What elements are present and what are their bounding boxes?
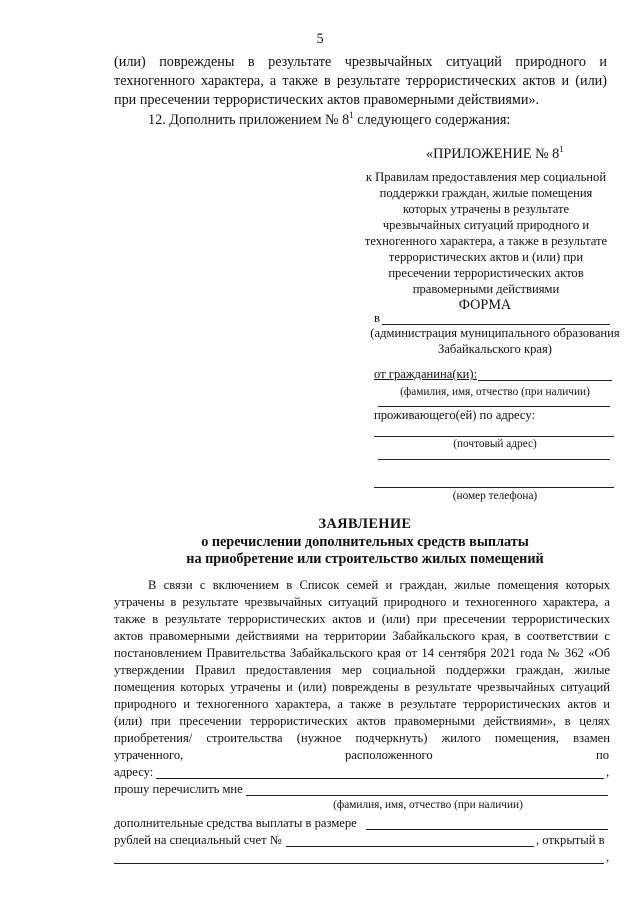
phone-field[interactable] bbox=[374, 473, 614, 488]
intro-line-2: техногенного характера, а также в результате террористических актов и (или) bbox=[114, 73, 607, 89]
appendix-title bbox=[426, 145, 564, 163]
account-label: рублей на специальный счет № bbox=[114, 833, 282, 847]
administration-caption-2: Забайкальского края) bbox=[438, 342, 552, 356]
appendix-title-sup: 1 bbox=[559, 144, 564, 154]
administration-caption-1: (администрация муниципального образования bbox=[370, 326, 620, 340]
last-line-end: , bbox=[606, 850, 610, 864]
body-line-8: природного и техногенного характера, а также в результате террористических актов и bbox=[114, 697, 610, 711]
page-number: 5 bbox=[316, 31, 324, 47]
body-line-9: (или) при пресечении террористических актов правомерными действиями», в целях bbox=[114, 714, 610, 728]
body-line-2: утрачены в результате чрезвычайных ситуаций природного и техногенного характера, а bbox=[114, 595, 610, 609]
recipient-name-caption: (фамилия, имя, отчество (при наличии) bbox=[333, 799, 523, 811]
statement-subtitle-2: на приобретение или строительство жилых помещений bbox=[186, 551, 544, 567]
intro-line-3: при пресечении террористических актов правомерными действиями». bbox=[114, 92, 540, 108]
bank-field[interactable] bbox=[114, 849, 604, 864]
appendix-subtitle-1: к Правилам предоставления мер социальной bbox=[365, 170, 607, 184]
account-number-field[interactable] bbox=[286, 832, 534, 847]
body-split-left: утраченного, bbox=[114, 748, 184, 762]
address-label: проживающего(ей) по адресу: bbox=[374, 408, 535, 422]
form-label: ФОРМА bbox=[458, 297, 512, 313]
appendix-subtitle-2: поддержки граждан, жилые помещения bbox=[379, 186, 593, 200]
body-line-6: утверждении Правил предоставления мер социальной поддержки граждан, жилые bbox=[114, 663, 610, 677]
body-line-3: также в результате террористических актов и (или) при пресечении террористических bbox=[114, 612, 610, 626]
account-tail: , открытый в bbox=[536, 833, 605, 847]
statement-subtitle-1: о перечислении дополнительных средств выплаты bbox=[201, 534, 529, 550]
lost-housing-address-field[interactable] bbox=[156, 764, 604, 779]
appendix-subtitle-7: пресечении террористических актов bbox=[388, 266, 584, 280]
citizen-name-field-2[interactable] bbox=[378, 392, 610, 407]
item-12-sup: 1 bbox=[349, 110, 354, 120]
body-line-7: помещения которых утрачены и (или) повреждены в результате чрезвычайных ситуаций bbox=[114, 680, 610, 694]
appendix-title-text: «ПРИЛОЖЕНИЕ № 8 bbox=[426, 146, 560, 162]
body-line-1: В связи с включением в Список семей и граждан, жилые помещения которых bbox=[148, 578, 610, 592]
phone-caption: (номер телефона) bbox=[452, 490, 538, 502]
recipient-name-field[interactable] bbox=[246, 781, 608, 796]
intro-line-1: (или) повреждены в результате чрезвычайных ситуаций природного и bbox=[114, 54, 607, 70]
citizen-name-field[interactable] bbox=[478, 366, 612, 381]
postal-address-field[interactable] bbox=[374, 422, 614, 437]
amount-field[interactable] bbox=[366, 815, 608, 830]
appendix-subtitle-8: правомерными действиями bbox=[412, 282, 560, 296]
appendix-subtitle-6: террористических актов и (или) при bbox=[388, 250, 584, 264]
postal-address-caption: (почтовый адрес) bbox=[453, 438, 537, 450]
administration-field[interactable] bbox=[382, 310, 610, 325]
item-12 bbox=[148, 111, 510, 129]
address-field-2[interactable] bbox=[378, 445, 610, 460]
body-line-4: актов правомерными действиями на территории Забайкальского края, в соответствии с bbox=[114, 629, 610, 643]
item-12-tail: следующего содержания: bbox=[353, 112, 511, 128]
transfer-label: прошу перечислить мне bbox=[114, 782, 243, 796]
appendix-subtitle-3: которых утрачены в результате bbox=[402, 202, 570, 216]
appendix-subtitle-5: техногенного характера, а также в результате bbox=[364, 234, 608, 248]
statement-title: ЗАЯВЛЕНИЕ bbox=[318, 516, 412, 532]
citizen-name-caption: (фамилия, имя, отчество (при наличии) bbox=[400, 386, 590, 398]
body-line-5: постановлением Правительства Забайкальского края от 14 сентября 2021 года № 362 «Об bbox=[114, 646, 610, 660]
appendix-subtitle-4: чрезвычайных ситуаций природного и bbox=[382, 218, 590, 232]
from-citizen-label: от гражданина(ки): bbox=[374, 367, 478, 381]
body-split-right: по bbox=[596, 748, 610, 762]
body-line-10: приобретения/ строительства (нужное подчеркнуть) жилого помещения, взамен bbox=[114, 731, 610, 745]
address-fill-end: , bbox=[606, 765, 610, 779]
amount-label: дополнительные средства выплаты в размере bbox=[114, 816, 357, 830]
item-12-text: 12. Дополнить приложением № 8 bbox=[148, 112, 350, 128]
addressee-prefix: в bbox=[374, 311, 380, 325]
address-fill-label: адресу: bbox=[114, 765, 154, 779]
body-split-middle: расположенного bbox=[345, 748, 433, 762]
